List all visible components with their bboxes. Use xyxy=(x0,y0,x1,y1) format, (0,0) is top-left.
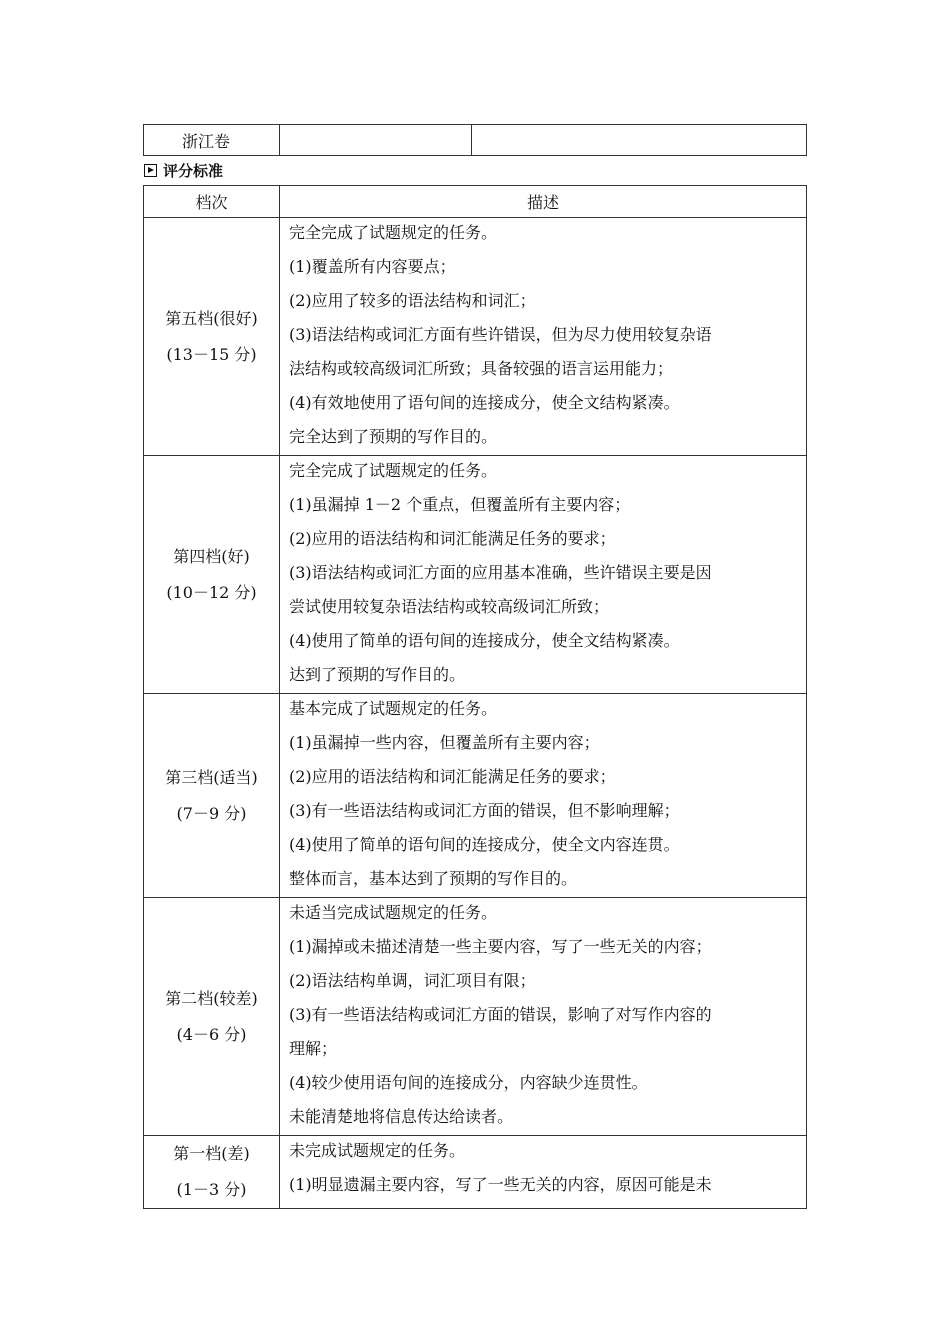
grade-level-cell xyxy=(144,898,280,1136)
grade-level-name: 第三档(适当) xyxy=(165,767,258,787)
grade-score-range: (4－6 分) xyxy=(176,1024,247,1044)
grade-level-name: 第二档(较差) xyxy=(165,988,258,1008)
description-line: 达到了预期的写作目的。 xyxy=(289,665,466,684)
description-line: (2)应用了较多的语法结构和词汇； xyxy=(289,291,536,310)
grade-level-cell xyxy=(144,218,280,456)
description-line: (3)语法结构或词汇方面的应用基本准确，些许错误主要是因 xyxy=(289,563,712,582)
grade-score-range: (10－12 分) xyxy=(166,582,257,602)
description-line: (1)虽漏掉 1－2 个重点，但覆盖所有主要内容； xyxy=(289,495,631,514)
description-line: (1)明显遗漏主要内容，写了一些无关的内容，原因可能是未 xyxy=(289,1175,712,1194)
description-line: (1)漏掉或未描述清楚一些主要内容，写了一些无关的内容； xyxy=(289,937,712,956)
empty-cell xyxy=(280,125,472,156)
empty-cell xyxy=(472,125,807,156)
grade-description-cell xyxy=(280,218,807,456)
table-row xyxy=(144,1136,807,1209)
description-line: 完全完成了试题规定的任务。 xyxy=(289,223,498,242)
description-line: 未能清楚地将信息传达给读者。 xyxy=(289,1107,514,1126)
play-triangle-icon xyxy=(144,164,157,177)
grade-level-name: 第五档(很好) xyxy=(165,308,258,328)
table-row xyxy=(144,898,807,1136)
section-title: 评分标准 xyxy=(163,162,224,180)
column-header-level: 档次 xyxy=(144,186,280,218)
grade-score-range: (13－15 分) xyxy=(166,344,257,364)
grade-level-cell xyxy=(144,456,280,694)
table-row xyxy=(144,456,807,694)
description-line: 理解； xyxy=(289,1039,338,1058)
description-line: (2)语法结构单调，词汇项目有限； xyxy=(289,971,536,990)
description-line: (2)应用的语法结构和词汇能满足任务的要求； xyxy=(289,767,616,786)
description-line: (3)有一些语法结构或词汇方面的错误，但不影响理解； xyxy=(289,801,680,820)
description-line: (4)使用了简单的语句间的连接成分，使全文内容连贯。 xyxy=(289,835,680,854)
grade-level-cell xyxy=(144,694,280,898)
description-line: (4)较少使用语句间的连接成分，内容缺少连贯性。 xyxy=(289,1073,648,1092)
grade-description-cell xyxy=(280,898,807,1136)
grade-description-cell xyxy=(280,1136,807,1209)
description-line: (1)覆盖所有内容要点； xyxy=(289,257,456,276)
grade-level-cell xyxy=(144,1136,280,1209)
description-line: 未适当完成试题规定的任务。 xyxy=(289,903,498,922)
grade-level-name: 第一档(差) xyxy=(173,1144,250,1163)
table-row xyxy=(144,218,807,456)
description-line: 基本完成了试题规定的任务。 xyxy=(289,699,498,718)
description-line: (3)有一些语法结构或词汇方面的错误，影响了对写作内容的 xyxy=(289,1005,712,1024)
description-line: (4)有效地使用了语句间的连接成分，使全文结构紧凑。 xyxy=(289,393,680,412)
table-header-row xyxy=(144,186,807,218)
province-table xyxy=(143,124,807,156)
description-line: (4)使用了简单的语句间的连接成分，使全文结构紧凑。 xyxy=(289,631,680,650)
column-header-description: 描述 xyxy=(280,186,807,218)
document-page xyxy=(143,124,807,1209)
province-label: 浙江卷 xyxy=(144,125,280,156)
grade-score-range: (1－3 分) xyxy=(176,1180,247,1199)
section-heading xyxy=(143,156,807,185)
description-line: 法结构或较高级词汇所致；具备较强的语言运用能力； xyxy=(289,359,674,378)
table-row xyxy=(144,125,807,156)
description-line: (2)应用的语法结构和词汇能满足任务的要求； xyxy=(289,529,616,548)
description-line: 整体而言，基本达到了预期的写作目的。 xyxy=(289,869,578,888)
description-line: 尝试使用较复杂语法结构或较高级词汇所致； xyxy=(289,597,610,616)
description-line: 完全完成了试题规定的任务。 xyxy=(289,461,498,480)
description-line: 未完成试题规定的任务。 xyxy=(289,1141,466,1160)
grade-description-cell xyxy=(280,456,807,694)
description-line: (1)虽漏掉一些内容，但覆盖所有主要内容； xyxy=(289,733,600,752)
description-line: 完全达到了预期的写作目的。 xyxy=(289,427,498,446)
grade-score-range: (7－9 分) xyxy=(176,803,247,823)
grade-level-name: 第四档(好) xyxy=(173,546,250,566)
table-row xyxy=(144,694,807,898)
grading-table xyxy=(143,185,807,1209)
grade-description-cell xyxy=(280,694,807,898)
description-line: (3)语法结构或词汇方面有些许错误，但为尽力使用较复杂语 xyxy=(289,325,712,344)
